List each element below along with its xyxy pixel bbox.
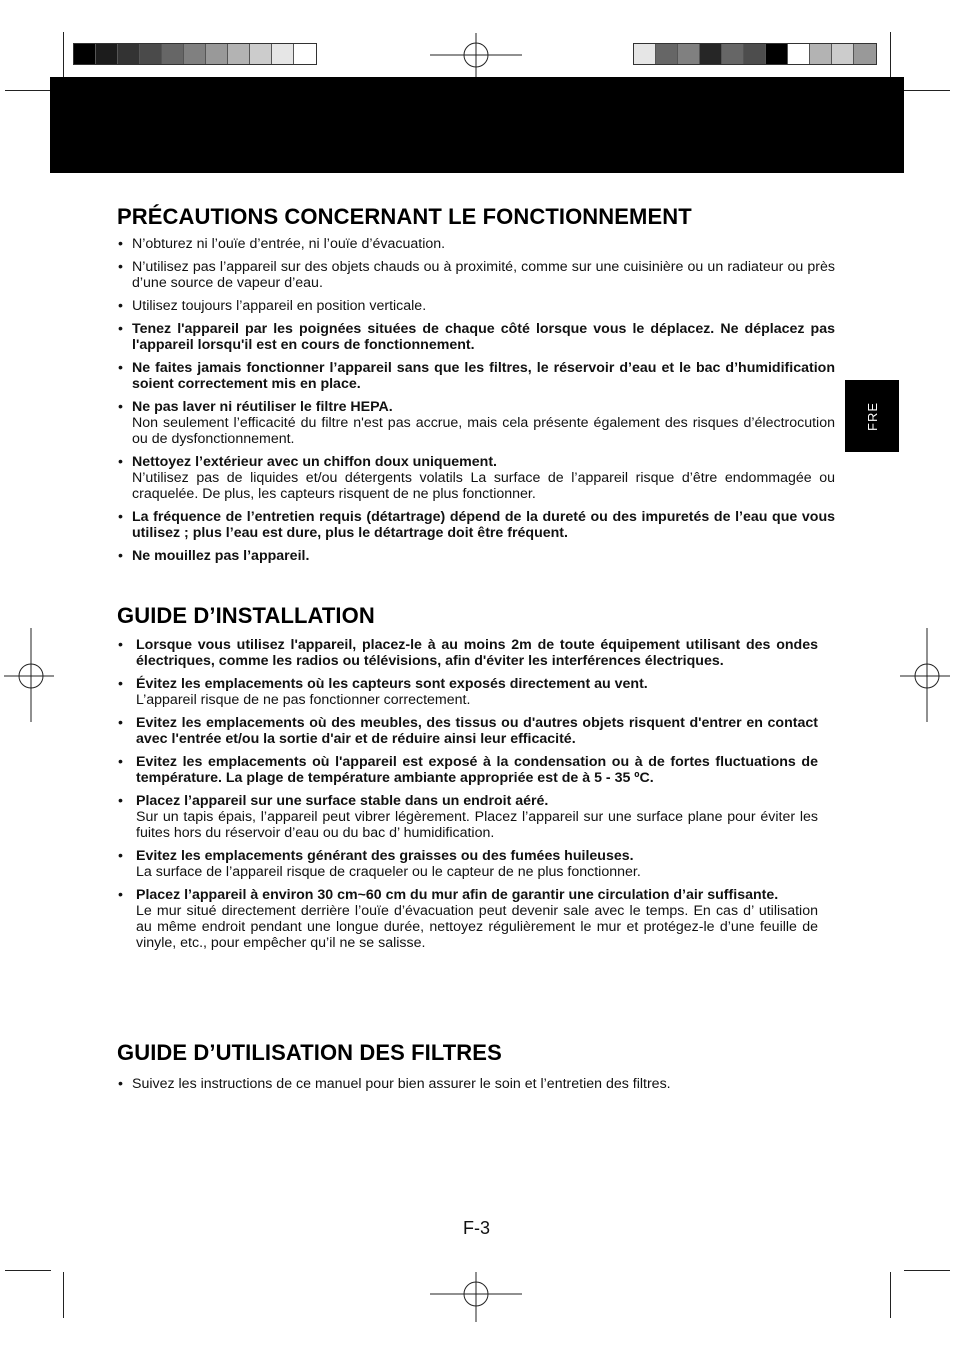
list-item — [117, 360, 835, 392]
item-bold-text: • Evitez les emplacements où l'appareil est exposé à la condensation ou à de fortes fluctuations de température. La plage de température ambiante appropriée est de à 5 - 35 ºC. — [136, 754, 818, 786]
item-text: La surface de l’appareil risque de craqueler ou le capteur de ne plus fonctionner. — [136, 864, 641, 880]
color-bar-left — [73, 43, 317, 65]
color-swatch — [118, 44, 140, 64]
color-swatch — [722, 44, 744, 64]
color-swatch — [634, 44, 656, 64]
color-swatch — [788, 44, 810, 64]
item-text: L’appareil risque de ne pas fonctionner correctement. — [136, 692, 471, 708]
color-bar-right — [633, 43, 877, 65]
item-bold-text: • La fréquence de l’entretien requis (détartrage) dépend de la dureté ou des impuretés de l’eau que vous utilisez ; plus l’eau est dure, plus le détartrage doit être fréquent. — [132, 509, 835, 541]
item-text: • N’utilisez pas l’appareil sur des objets chauds ou à proximité, comme sur une cuisinière ou un radiateur ou près d’une source de vapeur d’eau. — [132, 259, 835, 291]
section-precautions — [117, 204, 835, 571]
bullet-list — [117, 236, 835, 564]
registration-target-icon — [430, 1272, 522, 1322]
crop-mark — [890, 32, 891, 78]
list-item — [117, 454, 835, 502]
language-tab — [845, 380, 899, 452]
item-text: Sur un tapis épais, l’appareil peut vibrer légèrement. Placez l’appareil sur une surface plane pour éviter les fuites hors du réservoir d’eau ou du bac d’ humidification. — [136, 809, 818, 841]
color-swatch — [228, 44, 250, 64]
language-tab-label: FRE — [864, 401, 880, 431]
color-swatch — [678, 44, 700, 64]
item-text: • Utilisez toujours l’appareil en position verticale. — [132, 298, 427, 314]
list-item — [117, 399, 835, 447]
list-item — [117, 548, 835, 564]
item-bold-text: • Evitez les emplacements générant des graisses ou des fumées huileuses. — [136, 848, 634, 864]
section-title: GUIDE D’INSTALLATION — [117, 603, 375, 628]
list-item — [117, 754, 818, 786]
item-bold-text: • Évitez les emplacements où les capteurs sont exposés directement au vent. — [136, 676, 648, 692]
list-item — [117, 259, 835, 291]
crop-mark — [904, 1270, 950, 1271]
list-item — [117, 793, 818, 841]
crop-mark — [5, 90, 51, 91]
color-swatch — [96, 44, 118, 64]
bullet-list — [117, 637, 818, 951]
color-swatch — [766, 44, 788, 64]
color-swatch — [700, 44, 722, 64]
page-number: F-3 — [463, 1218, 490, 1238]
list-item — [117, 637, 818, 669]
item-bold-text: • Ne faites jamais fonctionner l’appareil sans que les filtres, le réservoir d’eau et le bac d’humidification soient correctement mis en place. — [132, 360, 835, 392]
color-swatch — [832, 44, 854, 64]
crop-mark — [5, 1270, 51, 1271]
color-swatch — [854, 44, 876, 64]
color-swatch — [810, 44, 832, 64]
color-swatch — [656, 44, 678, 64]
registration-target-icon — [900, 628, 950, 722]
section-title: GUIDE D’UTILISATION DES FILTRES — [117, 1040, 502, 1065]
color-swatch — [162, 44, 184, 64]
item-bold-text: • Ne pas laver ni réutiliser le filtre HEPA. — [132, 399, 393, 415]
color-swatch — [744, 44, 766, 64]
list-item — [117, 715, 818, 747]
color-swatch — [74, 44, 96, 64]
item-text: Le mur situé directement derrière l’ouïe d’évacuation peut devenir sale avec le temps. En cas d’ utilisation au même endroit pendant une longue durée, nettoyez régulièrement le mur et protégez-le d’une feuille de vinyle, etc., pour empêcher qu’il ne se salisse. — [136, 903, 818, 951]
item-bold-text: • Ne mouillez pas l’appareil. — [132, 548, 310, 564]
header-band — [50, 77, 904, 173]
item-bold-text: • Tenez l'appareil par les poignées situées de chaque côté lorsque vous le déplacez. Ne déplacez pas l'appareil lorsqu'il est en cours de fonctionnement. — [132, 321, 835, 353]
list-item — [117, 236, 835, 252]
list-item — [117, 509, 835, 541]
item-bold-text: • Placez l’appareil sur une surface stable dans un endroit aéré. — [136, 793, 549, 809]
color-swatch — [272, 44, 294, 64]
list-item — [117, 298, 835, 314]
item-text: Non seulement l’efficacité du filtre n'est pas accrue, mais cela présente également des risques d’électrocution ou de dysfonctionnement. — [132, 415, 835, 447]
color-swatch — [250, 44, 272, 64]
section-installation — [117, 603, 818, 958]
registration-target-icon — [4, 628, 54, 722]
item-text: • Suivez les instructions de ce manuel pour bien assurer le soin et l’entretien des filtres. — [132, 1076, 671, 1092]
color-swatch — [294, 44, 316, 64]
registration-target-icon — [430, 33, 522, 83]
section-title: PRÉCAUTIONS CONCERNANT LE FONCTIONNEMENT — [117, 204, 692, 229]
item-text: • N’obturez ni l’ouïe d’entrée, ni l’ouïe d’évacuation. — [132, 236, 446, 252]
list-item — [117, 1076, 835, 1092]
crop-mark — [63, 1272, 64, 1318]
crop-mark — [63, 32, 64, 78]
item-bold-text: • Evitez les emplacements où des meubles, des tissus ou d'autres objets risquent d'entrer en contact avec l'entrée et/ou la sortie d'air et de réduire ainsi leur efficacité. — [136, 715, 818, 747]
list-item — [117, 887, 818, 951]
bullet-list — [117, 1076, 835, 1092]
list-item — [117, 676, 818, 708]
crop-mark — [904, 90, 950, 91]
item-text: N’utilisez pas de liquides et/ou détergents volatils La surface de l’appareil risque d’être endommagée ou craquelée. De plus, les capteurs risquent de ne plus fonctionner. — [132, 470, 835, 502]
color-swatch — [206, 44, 228, 64]
crop-mark — [890, 1272, 891, 1318]
list-item — [117, 321, 835, 353]
list-item — [117, 848, 818, 880]
item-bold-text: • Lorsque vous utilisez l'appareil, placez-le à au moins 2m de toute équipement utilisant des ondes électriques, comme les radios ou télévisions, afin d'éviter les interférences électriques. — [136, 637, 818, 669]
item-bold-text: • Nettoyez l’extérieur avec un chiffon doux uniquement. — [132, 454, 497, 470]
item-bold-text: • Placez l’appareil à environ 30 cm~60 cm du mur afin de garantir une circulation d’air suffisante. — [136, 887, 779, 903]
color-swatch — [184, 44, 206, 64]
color-swatch — [140, 44, 162, 64]
section-filters — [117, 1040, 835, 1099]
